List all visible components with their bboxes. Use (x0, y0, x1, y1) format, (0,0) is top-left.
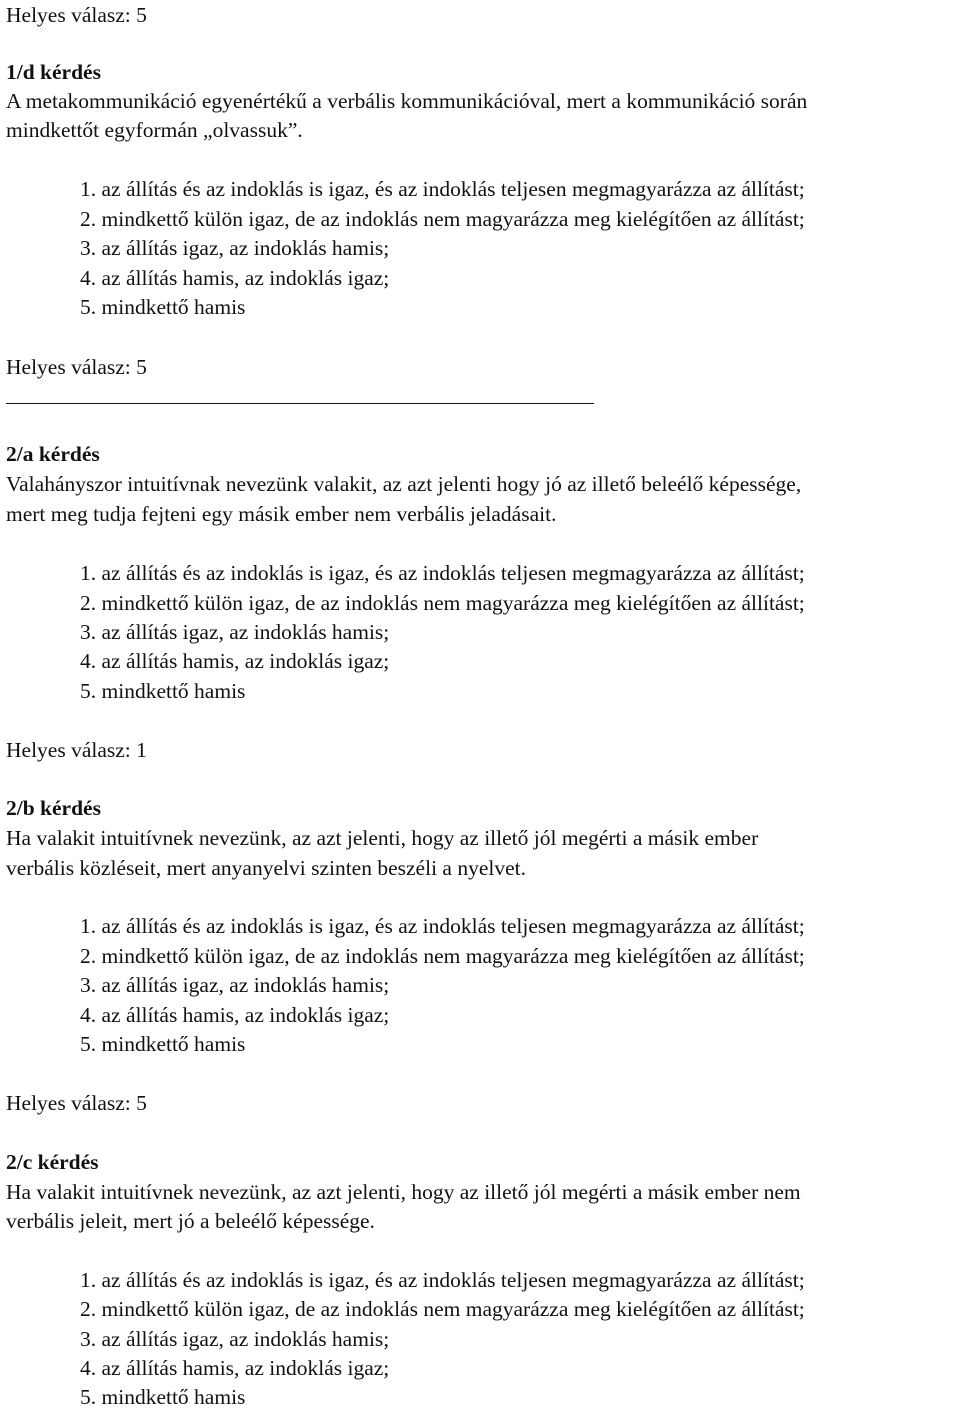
answer-line-2a: Helyes válasz: 1 (6, 738, 147, 762)
option-2b-1: 1. az állítás és az indoklás is igaz, és az indoklás teljesen megmagyarázza az állítást; (80, 914, 805, 938)
question-text-2a-line-2: mert meg tudja fejteni egy másik ember nem verbális jeladásait. (6, 502, 557, 526)
option-2a-1: 1. az állítás és az indoklás is igaz, és az indoklás teljesen megmagyarázza az állítást; (80, 561, 805, 585)
option-2b-3: 3. az állítás igaz, az indoklás hamis; (80, 973, 390, 997)
option-1d-2: 2. mindkettő külön igaz, de az indoklás nem magyarázza meg kielégítően az állítást; (80, 207, 805, 231)
option-2c-1: 1. az állítás és az indoklás is igaz, és az indoklás teljesen megmagyarázza az állítást; (80, 1268, 805, 1292)
question-text-1d-line-1: A metakommunikáció egyenértékű a verbális kommunikációval, mert a kommunikáció során (6, 89, 808, 113)
answer-line-1d: Helyes válasz: 5 (6, 355, 147, 379)
question-title-2c: 2/c kérdés (6, 1150, 99, 1174)
option-2b-4: 4. az állítás hamis, az indoklás igaz; (80, 1003, 390, 1027)
answer-line-top: Helyes válasz: 5 (6, 3, 147, 27)
option-2c-3: 3. az állítás igaz, az indoklás hamis; (80, 1327, 390, 1351)
question-text-2b-line-2: verbális közléseit, mert anyanyelvi szinten beszéli a nyelvet. (6, 856, 526, 880)
option-1d-5: 5. mindkettő hamis (80, 295, 246, 319)
question-text-2c-line-2: verbális jeleit, mert jó a beleélő képessége. (6, 1209, 375, 1233)
question-text-2c-line-1: Ha valakit intuitívnek nevezünk, az azt jelenti, hogy az illető jól megérti a másik ember nem (6, 1180, 801, 1204)
separator-rule (6, 403, 594, 404)
option-2b-2: 2. mindkettő külön igaz, de az indoklás nem magyarázza meg kielégítően az állítást; (80, 944, 805, 968)
option-2a-4: 4. az állítás hamis, az indoklás igaz; (80, 649, 390, 673)
answer-line-2b: Helyes válasz: 5 (6, 1091, 147, 1115)
option-1d-3: 3. az állítás igaz, az indoklás hamis; (80, 236, 390, 260)
option-1d-4: 4. az állítás hamis, az indoklás igaz; (80, 266, 390, 290)
question-text-1d-line-2: mindkettőt egyformán „olvassuk”. (6, 118, 303, 142)
question-text-2b-line-1: Ha valakit intuitívnek nevezünk, az azt jelenti, hogy az illető jól megérti a másik ember (6, 826, 759, 850)
question-title-2b: 2/b kérdés (6, 796, 101, 820)
question-title-2a: 2/a kérdés (6, 442, 100, 466)
question-text-2a-line-1: Valahányszor intuitívnak nevezünk valakit, az azt jelenti hogy jó az illető beleélő képessége, (6, 472, 802, 496)
option-2c-4: 4. az állítás hamis, az indoklás igaz; (80, 1356, 390, 1380)
question-title-1d: 1/d kérdés (6, 60, 101, 84)
option-2a-5: 5. mindkettő hamis (80, 679, 246, 703)
option-1d-1: 1. az állítás és az indoklás is igaz, és az indoklás teljesen megmagyarázza az állítást; (80, 177, 805, 201)
option-2c-2: 2. mindkettő külön igaz, de az indoklás nem magyarázza meg kielégítően az állítást; (80, 1297, 805, 1321)
option-2a-3: 3. az állítás igaz, az indoklás hamis; (80, 620, 390, 644)
option-2a-2: 2. mindkettő külön igaz, de az indoklás nem magyarázza meg kielégítően az állítást; (80, 591, 805, 615)
option-2c-5: 5. mindkettő hamis (80, 1385, 246, 1409)
option-2b-5: 5. mindkettő hamis (80, 1032, 246, 1056)
